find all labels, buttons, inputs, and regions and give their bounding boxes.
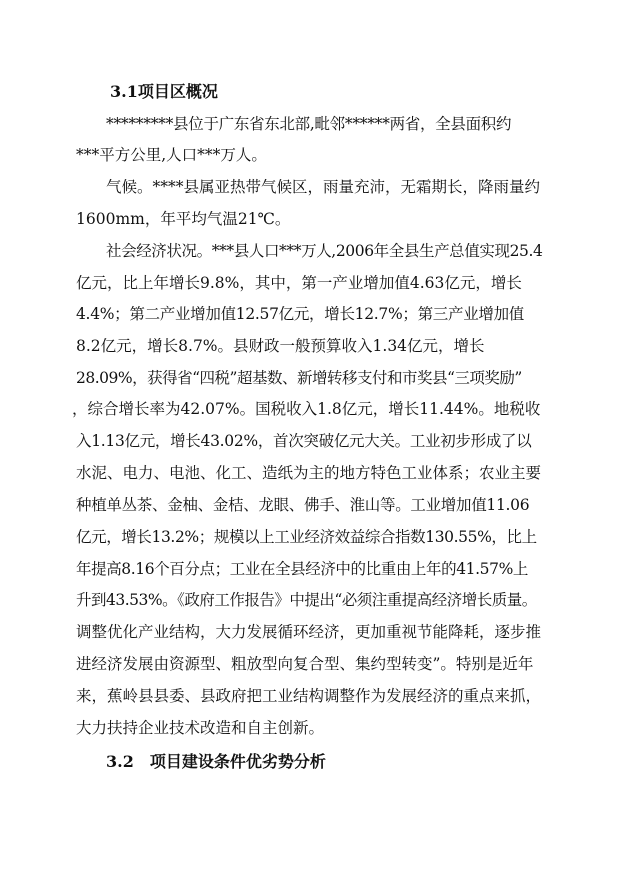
text-line: 4.4%；第二产业增加值12.57亿元，增长12.7%；第三产业增加值 [76, 305, 524, 323]
text-line: 来，蕉岭县县委、县政府把工业结构调整作为发展经济的重点来抓， [76, 687, 542, 705]
section-heading-3-2: 3.2 项目建设条件优劣势分析 [106, 752, 326, 771]
text-line: 入1.13亿元，增长43.02%，首次突破亿元大关。工业初步形成了以 [76, 432, 532, 450]
text-line: 亿元，增长13.2%；规模以上工业经济效益综合指数130.55%，比上 [76, 528, 537, 546]
text-line: *********县位于广东省东北部,毗邻******两省，全县面积约 [106, 115, 512, 133]
text-line: 亿元，比上年增长9.8%，其中，第一产业增加值4.63亿元，增长 [76, 274, 522, 292]
text-line: 年提高8.16个百分点；工业在全县经济中的比重由上年的41.57%上 [76, 560, 529, 578]
text-line: ***平方公里,人口***万人。 [76, 146, 267, 164]
section-heading-3-1: 3.1项目区概况 [110, 82, 218, 101]
text-line: 8.2亿元，增长8.7%。县财政一般预算收入1.34亿元，增长 [76, 337, 485, 355]
text-line: 大力扶持企业技术改造和自主创新。 [76, 719, 325, 737]
text-line: 1600mm，年平均气温21℃。 [76, 210, 291, 228]
text-line: 28.09%，获得省“四税”超基数、新增转移支付和市奖县“三项奖励” [76, 369, 522, 387]
text-line: 进经济发展由资源型、粗放型向复合型、集约型转变”。特别是近年 [76, 655, 534, 673]
text-line: 水泥、电力、电池、化工、造纸为主的地方特色工业体系；农业主要 [76, 464, 542, 482]
text-line: 社会经济状况。***县人口***万人,2006年全县生产总值实现25.4 [106, 242, 543, 260]
text-line: 种植单丛茶、金柚、金桔、龙眼、佛手、淮山等。工业增加值11.06 [76, 496, 530, 514]
text-line: ，综合增长率为42.07%。国税收入1.8亿元，增长11.44%。地税收 [72, 400, 541, 418]
text-line: 气候。****县属亚热带气候区，雨量充沛，无霜期长，降雨量约 [106, 178, 541, 196]
text-line: 调整优化产业结构，大力发展循环经济，更加重视节能降耗，逐步推 [76, 623, 542, 641]
text-line: 升到43.53%。《政府工作报告》中提出“必须注重提高经济增长质量。 [76, 591, 537, 609]
